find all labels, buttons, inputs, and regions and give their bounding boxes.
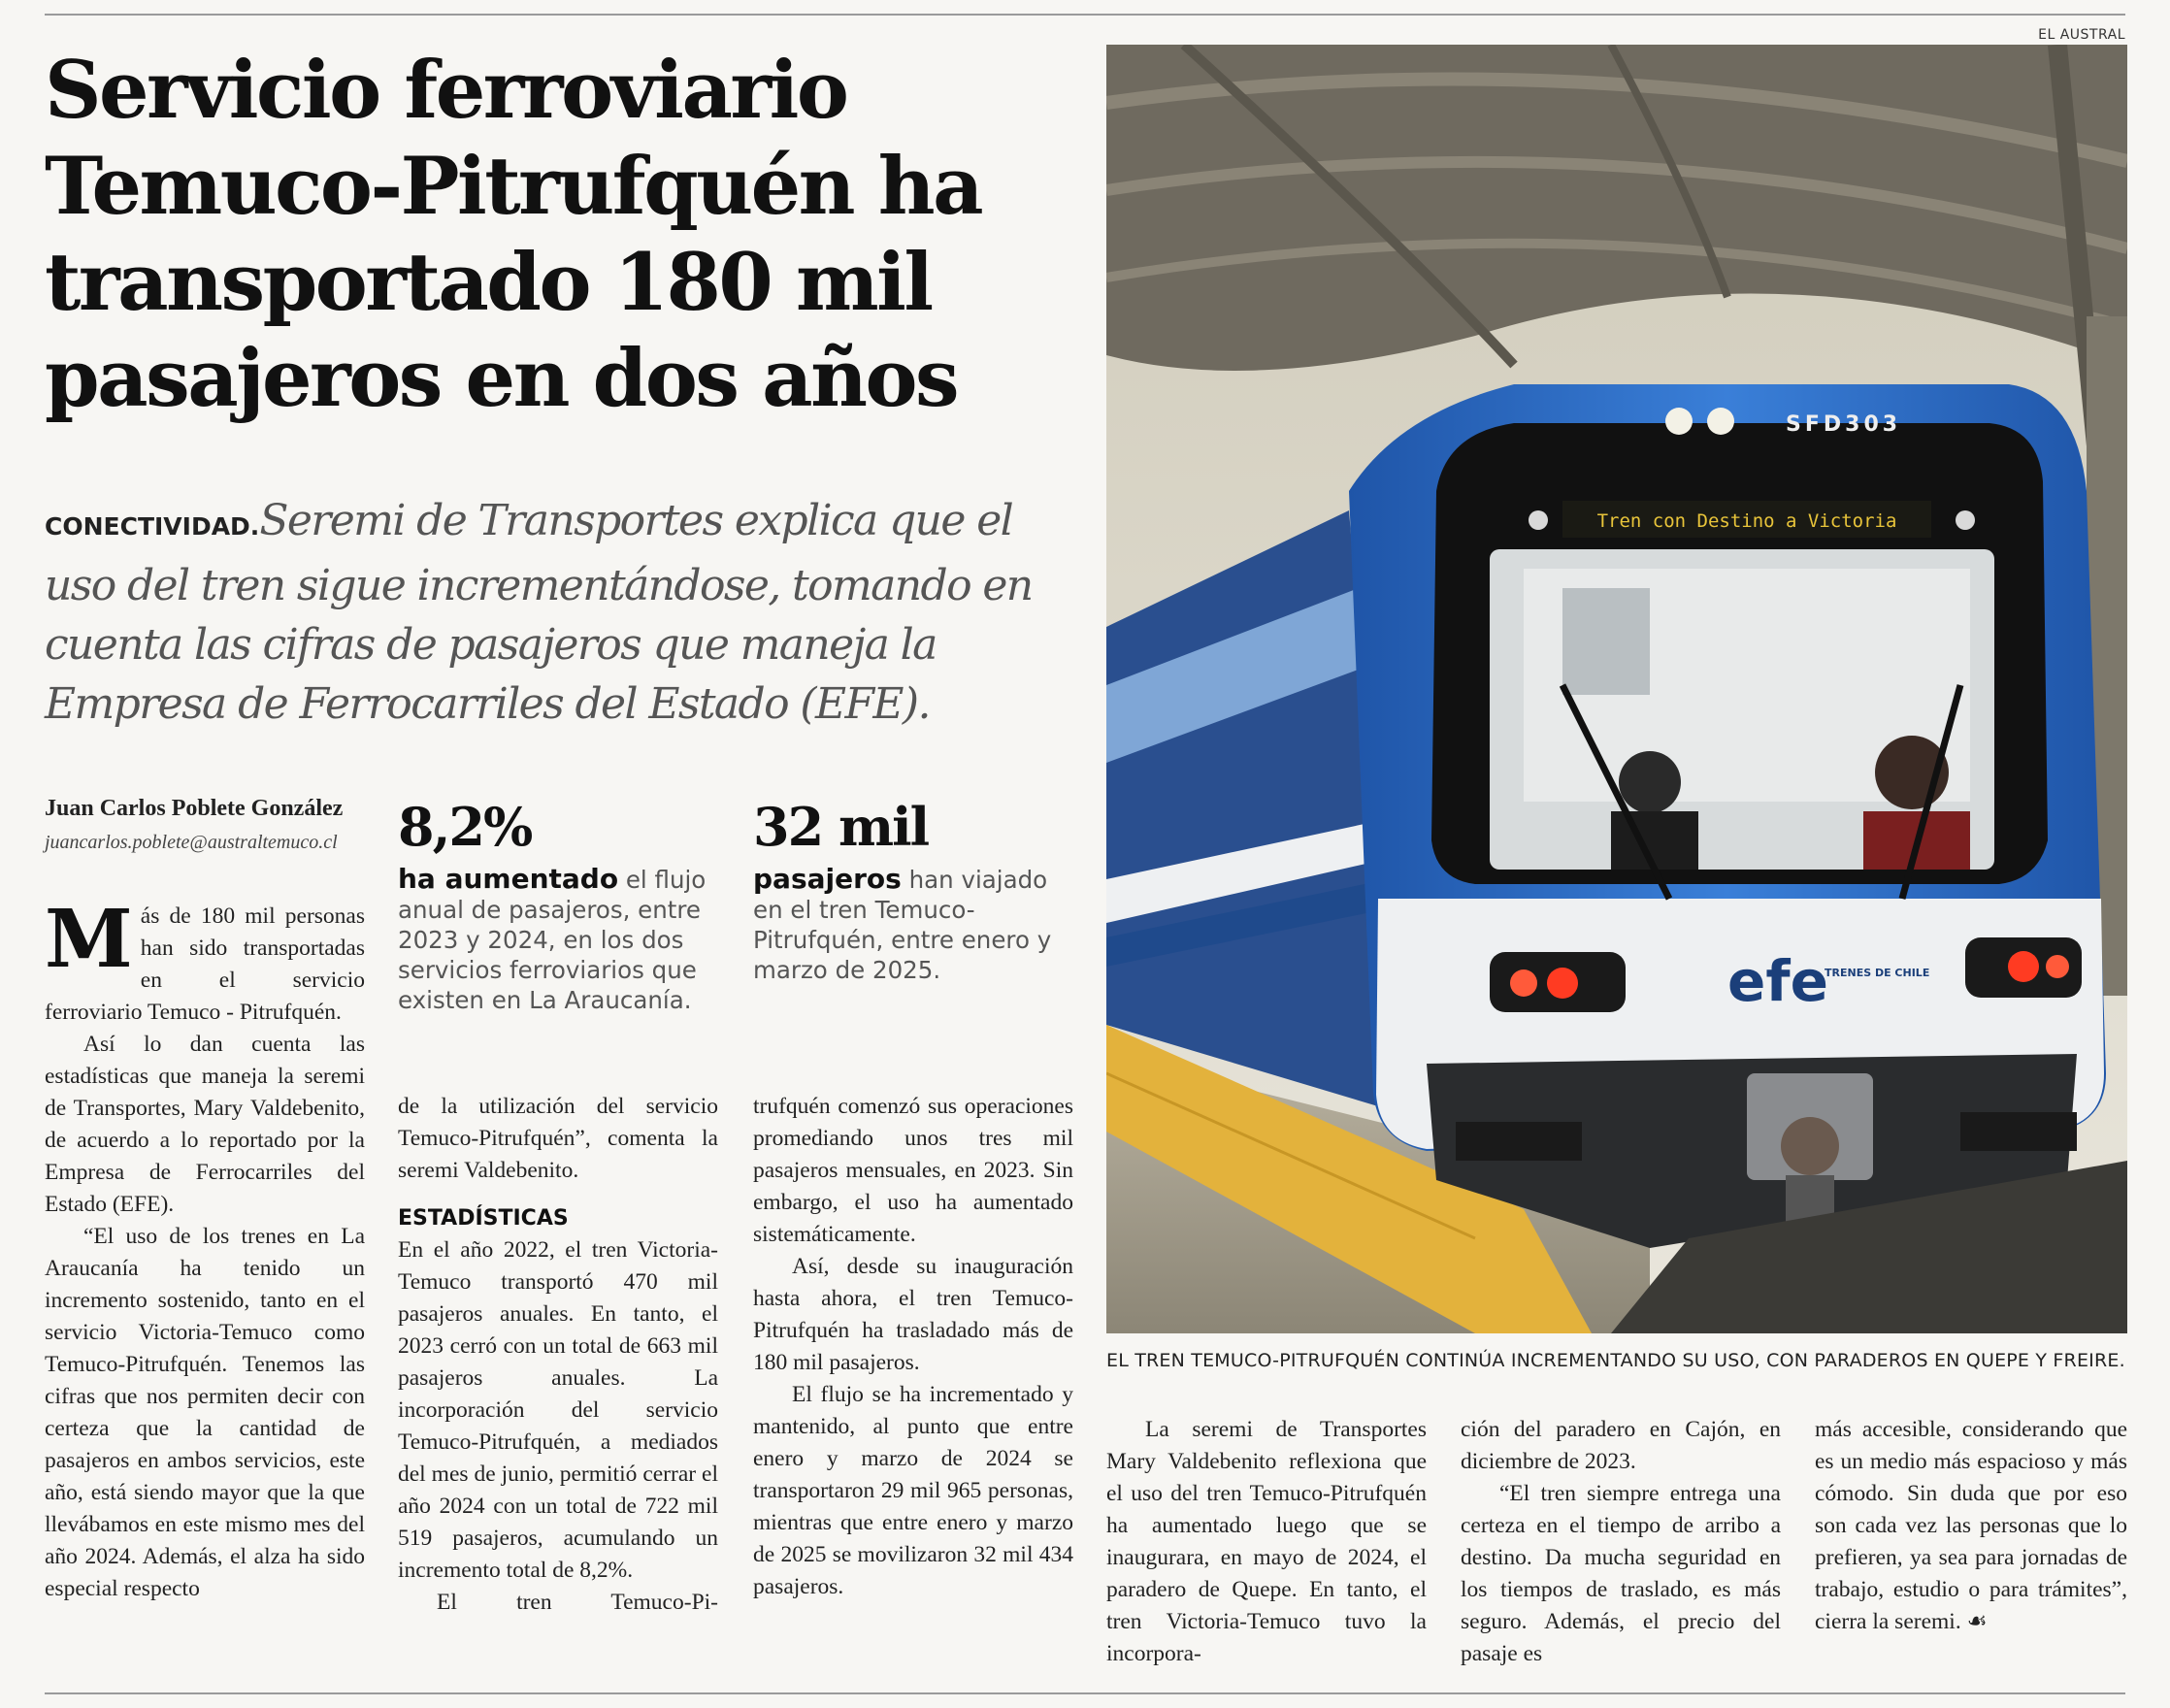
body-column-6 [1815,1414,2127,1638]
train-illustration [1106,45,2127,1333]
body-paragraph: El tren Temuco-Pi- [437,1590,718,1615]
efe-logo: efe [1727,948,1828,1014]
body-paragraph: trufquén comenzó sus operaciones promediando unos tres mil pasajeros mensuales, en 2023. Sin embargo, el uso ha aumentado sistemáticamente. [753,1094,1073,1247]
body-paragraph: Así lo dan cuenta las estadísticas que maneja la seremi de Transportes, Mary Valdebenito, de acuerdo a lo reportado por la Empresa de Ferrocarriles del Estado (EFE). [45,1032,365,1217]
body-paragraph: Más de 180 mil personas han sido transportadas en el servicio ferroviario Temuco - Pitrufquén. [45,893,365,1025]
lede-text: Seremi de Transportes explica que el uso del tren sigue incrementándose, tomando en cuenta las cifras de pasajeros que maneja la Empresa de Ferrocarriles del Estado (EFE). [45,496,1033,729]
headline: Servicio ferroviario Temuco-Pitrufquén ha transportado 180 mil pasajeros en dos años [45,45,982,425]
destination-sign: Tren con Destino a Victoria [1596,510,1897,532]
section-subhead: ESTADÍSTICAS [398,1206,569,1231]
photo-caption: EL TREN TEMUCO-PITRUFQUÉN CONTINÚA INCREMENTANDO SU USO, CON PARADEROS EN QUEPE Y FREIRE. [1106,1350,2125,1371]
body-column-3 [753,1091,1073,1603]
top-rule [45,14,2125,16]
stat-box-1 [398,798,718,1015]
body-column-5 [1461,1414,1781,1670]
body-column-4 [1106,1414,1427,1670]
body-paragraph: ción del paradero en Cajón, en diciembre de 2023. [1461,1417,1781,1474]
lede-kicker: CONECTIVIDAD. [45,512,260,541]
publication-name: EL AUSTRAL [2038,27,2125,43]
byline [45,796,365,854]
body-paragraph: “El uso de los trenes en La Araucanía ha tenido un incremento sostenido, tanto en el servicio Victoria-Temuco como Temuco-Pitrufquén. Tenemos las cifras que nos permiten decir con certeza que la cantidad de pasajeros en ambos servicios, este año, está siendo mayor que la que llevábamos en este mismo mes del año 2024. Además, el alza ha sido especial respecto [45,1224,365,1601]
body-paragraph: La seremi de Transportes Mary Valdebenito reflexiona que el uso del tren Temuco-Pitrufquén ha aumentado luego que se inaugurara, en mayo de 2024, el paradero de Quepe. En tanto, el tren Victoria-Temuco tuvo la incorpora- [1106,1417,1427,1666]
stat-description: pasajeros han viajado en el tren Temuco-Pitrufquén, entre enero y marzo de 2025. [753,863,1052,984]
stat-box-2 [753,798,1073,985]
efe-logo-tag: TRENES DE CHILE [1825,967,1930,979]
body-paragraph: “El tren siempre entrega una certeza en el tiempo de arribo a destino. Da mucha seguridad en los tiempos de traslado, es más seguro. Además, el precio del pasaje es [1461,1481,1781,1666]
body-paragraph: Así, desde su inauguración hasta ahora, el tren Temuco-Pitrufquén ha trasladado más de 180 mil pasajeros. [753,1254,1073,1375]
bottom-rule [45,1692,2125,1694]
train-number: SFD303 [1786,412,1902,437]
train-photo [1106,45,2127,1333]
end-mark-icon: ☙ [1966,1609,1988,1634]
body-paragraph: El flujo se ha incrementado y mantenido, al punto que entre enero y marzo de 2024 se transportaron 29 mil 965 personas, mientras que entre enero y marzo de 2025 se movilizaron 32 mil 434 pasajeros. [753,1382,1073,1599]
body-paragraph: En el año 2022, el tren Victoria-Temuco transportó 470 mil pasajeros anuales. En tanto, el 2023 cerró con un total de 663 mil pasajeros anuales. La incorporación del servicio Temuco-Pitrufquén, a mediados del mes de junio, permitió cerrar el año 2024 con un total de 722 mil 519 pasajeros, acumulando un incremento total de 8,2%. [398,1237,718,1583]
lede [45,491,1079,734]
body-paragraph: más accesible, considerando que es un medio más espacioso y más cómodo. Sin duda que por eso son cada vez las personas que lo prefieren, ya sea para jornadas de trabajo, estudio o para trámites”, cierra la seremi. ☙ [1815,1417,2127,1634]
body-column-2 [398,1091,718,1619]
body-column-1 [45,893,365,1605]
stat-value: 8,2% [398,796,532,858]
byline-author: Juan Carlos Poblete González [45,796,344,821]
byline-email[interactable]: juancarlos.poblete@australtemuco.cl [45,832,338,853]
stat-value: 32 mil [753,796,929,858]
stat-description: ha aumentado el flujo anual de pasajeros, entre 2023 y 2024, en los dos servicios ferroviarios que existen en La Araucanía. [398,863,707,1014]
body-paragraph: de la utilización del servicio Temuco-Pitrufquén”, comenta la seremi Valdebenito. [398,1094,718,1183]
drop-cap: M [45,893,133,986]
